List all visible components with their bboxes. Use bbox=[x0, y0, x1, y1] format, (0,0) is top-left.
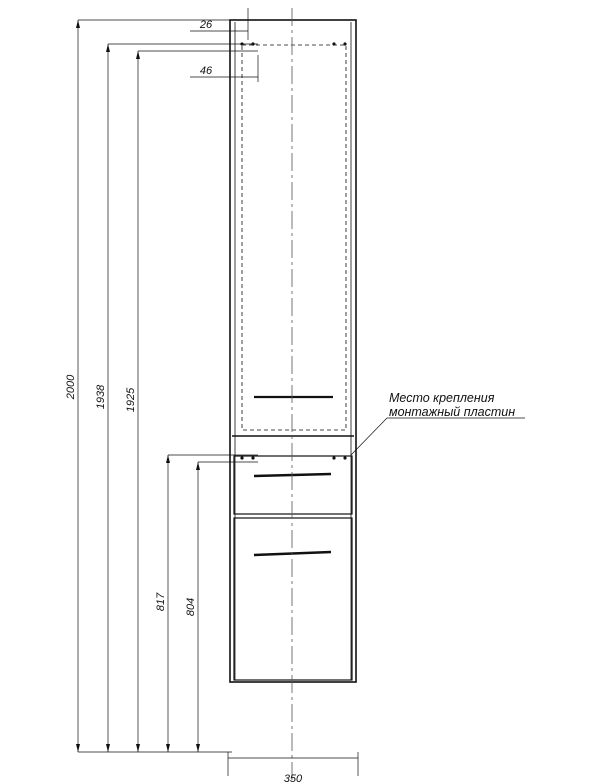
cabinet-outline bbox=[230, 20, 356, 682]
mount-point-top-right-1 bbox=[332, 42, 335, 45]
mount-point-bottom-left-2 bbox=[251, 456, 254, 459]
cabinet bbox=[230, 20, 356, 682]
annotation-line-2: монтажный пластин bbox=[389, 405, 516, 419]
dim-label-2000: 2000 bbox=[65, 374, 77, 400]
mount-point-bottom-right-2 bbox=[343, 456, 346, 459]
lower-door-handle bbox=[254, 552, 331, 555]
dim-label-1938: 1938 bbox=[95, 384, 107, 410]
dim-label-350: 350 bbox=[283, 773, 303, 784]
drawer-handle bbox=[254, 474, 331, 476]
dim-label-26: 26 bbox=[199, 19, 213, 31]
dim-label-46: 46 bbox=[199, 65, 213, 77]
mount-point-top-right-2 bbox=[343, 42, 346, 45]
upper-door-hidden-outline bbox=[242, 45, 346, 430]
drawer-front bbox=[234, 456, 352, 514]
mount-point-bottom-right-1 bbox=[332, 456, 335, 459]
dim-label-817: 817 bbox=[155, 592, 167, 612]
dim-label-1925: 1925 bbox=[125, 387, 137, 413]
lower-door bbox=[234, 518, 352, 680]
annotation-line-1: Место крепления bbox=[389, 391, 495, 405]
mount-point-bottom-left-1 bbox=[240, 456, 243, 459]
dim-label-804: 804 bbox=[185, 597, 197, 617]
